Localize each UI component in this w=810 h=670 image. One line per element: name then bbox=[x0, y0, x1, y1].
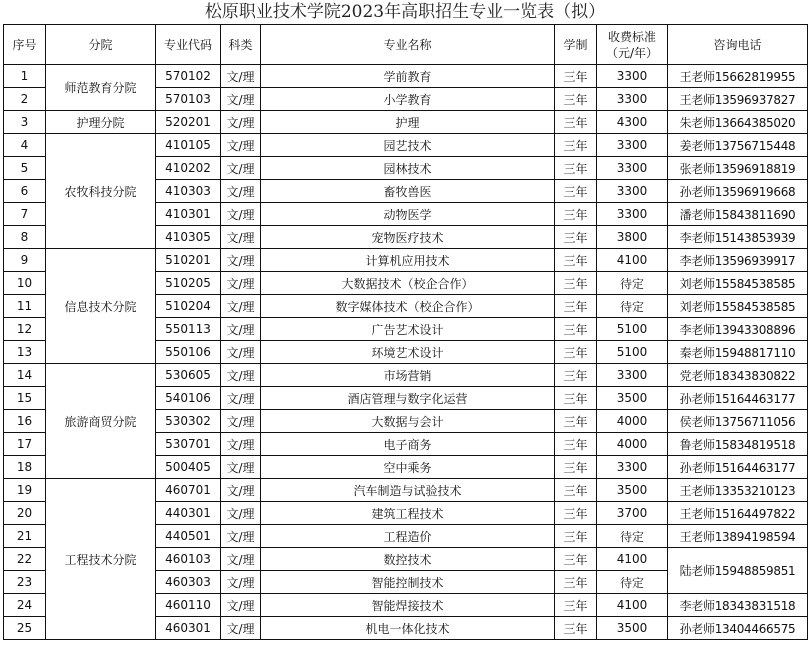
cell-subject: 文/理 bbox=[221, 318, 261, 341]
cell-fee: 5100 bbox=[597, 341, 668, 364]
cell-subject: 文/理 bbox=[221, 249, 261, 272]
cell-code: 520201 bbox=[156, 111, 221, 134]
cell-subject: 文/理 bbox=[221, 456, 261, 479]
cell-years: 三年 bbox=[555, 134, 597, 157]
cell-name: 汽车制造与试验技术 bbox=[261, 479, 555, 502]
cell-seq: 9 bbox=[4, 249, 46, 272]
cell-code: 410301 bbox=[156, 203, 221, 226]
cell-code: 410105 bbox=[156, 134, 221, 157]
cell-phone: 李老师15143853939 bbox=[668, 226, 808, 249]
header-years: 学制 bbox=[555, 25, 597, 65]
cell-fee: 3300 bbox=[597, 456, 668, 479]
cell-years: 三年 bbox=[555, 364, 597, 387]
cell-name: 环境艺术设计 bbox=[261, 341, 555, 364]
cell-fee: 3500 bbox=[597, 387, 668, 410]
cell-years: 三年 bbox=[555, 272, 597, 295]
cell-years: 三年 bbox=[555, 410, 597, 433]
cell-subject: 文/理 bbox=[221, 571, 261, 594]
cell-years: 三年 bbox=[555, 157, 597, 180]
cell-subject: 文/理 bbox=[221, 341, 261, 364]
cell-years: 三年 bbox=[555, 88, 597, 111]
cell-fee: 3800 bbox=[597, 226, 668, 249]
cell-seq: 22 bbox=[4, 548, 46, 571]
cell-code: 460301 bbox=[156, 617, 221, 640]
cell-code: 530605 bbox=[156, 364, 221, 387]
cell-phone: 党老师18343830822 bbox=[668, 364, 808, 387]
cell-phone: 王老师13596937827 bbox=[668, 88, 808, 111]
cell-fee: 3700 bbox=[597, 502, 668, 525]
cell-subject: 文/理 bbox=[221, 548, 261, 571]
cell-dept: 护理分院 bbox=[46, 111, 156, 134]
cell-subject: 文/理 bbox=[221, 364, 261, 387]
cell-seq: 11 bbox=[4, 295, 46, 318]
cell-phone: 李老师18343831518 bbox=[668, 594, 808, 617]
cell-phone: 李老师13943308896 bbox=[668, 318, 808, 341]
cell-subject: 文/理 bbox=[221, 180, 261, 203]
cell-seq: 4 bbox=[4, 134, 46, 157]
table-row bbox=[4, 249, 808, 272]
cell-phone: 鲁老师15834819518 bbox=[668, 433, 808, 456]
cell-subject: 文/理 bbox=[221, 203, 261, 226]
cell-years: 三年 bbox=[555, 387, 597, 410]
cell-name: 宠物医疗技术 bbox=[261, 226, 555, 249]
cell-fee: 3300 bbox=[597, 180, 668, 203]
cell-code: 410305 bbox=[156, 226, 221, 249]
cell-fee: 待定 bbox=[597, 295, 668, 318]
cell-phone: 王老师13894198594 bbox=[668, 525, 808, 548]
table-row bbox=[4, 134, 808, 157]
cell-seq: 1 bbox=[4, 65, 46, 88]
cell-phone: 王老师13353210123 bbox=[668, 479, 808, 502]
cell-phone: 朱老师13664385020 bbox=[668, 111, 808, 134]
cell-subject: 文/理 bbox=[221, 617, 261, 640]
cell-code: 510201 bbox=[156, 249, 221, 272]
header-name: 专业名称 bbox=[261, 25, 555, 65]
cell-name: 空中乘务 bbox=[261, 456, 555, 479]
cell-seq: 16 bbox=[4, 410, 46, 433]
cell-subject: 文/理 bbox=[221, 410, 261, 433]
cell-years: 三年 bbox=[555, 341, 597, 364]
cell-seq: 15 bbox=[4, 387, 46, 410]
cell-years: 三年 bbox=[555, 502, 597, 525]
table-row bbox=[4, 111, 808, 134]
cell-phone: 张老师13596918819 bbox=[668, 157, 808, 180]
admissions-table bbox=[3, 24, 808, 640]
cell-years: 三年 bbox=[555, 433, 597, 456]
header-phone: 咨询电话 bbox=[668, 25, 808, 65]
cell-fee: 待定 bbox=[597, 525, 668, 548]
cell-phone: 王老师15662819955 bbox=[668, 65, 808, 88]
cell-years: 三年 bbox=[555, 479, 597, 502]
cell-phone: 刘老师15584538585 bbox=[668, 295, 808, 318]
header-dept: 分院 bbox=[46, 25, 156, 65]
table-row bbox=[4, 364, 808, 387]
cell-code: 440501 bbox=[156, 525, 221, 548]
cell-name: 智能焊接技术 bbox=[261, 594, 555, 617]
cell-years: 三年 bbox=[555, 180, 597, 203]
cell-subject: 文/理 bbox=[221, 65, 261, 88]
cell-seq: 8 bbox=[4, 226, 46, 249]
cell-fee: 3500 bbox=[597, 479, 668, 502]
cell-fee: 3300 bbox=[597, 203, 668, 226]
cell-code: 410303 bbox=[156, 180, 221, 203]
cell-code: 460110 bbox=[156, 594, 221, 617]
cell-name: 园艺技术 bbox=[261, 134, 555, 157]
table-row bbox=[4, 479, 808, 502]
cell-name: 建筑工程技术 bbox=[261, 502, 555, 525]
cell-seq: 13 bbox=[4, 341, 46, 364]
cell-subject: 文/理 bbox=[221, 502, 261, 525]
cell-subject: 文/理 bbox=[221, 295, 261, 318]
cell-dept: 信息技术分院 bbox=[46, 249, 156, 364]
cell-fee: 3300 bbox=[597, 134, 668, 157]
cell-subject: 文/理 bbox=[221, 88, 261, 111]
cell-code: 550113 bbox=[156, 318, 221, 341]
cell-code: 460103 bbox=[156, 548, 221, 571]
header-seq: 序号 bbox=[4, 25, 46, 65]
cell-seq: 10 bbox=[4, 272, 46, 295]
cell-name: 数字媒体技术（校企合作） bbox=[261, 295, 555, 318]
header-fee-line2: （元/年） bbox=[605, 45, 659, 60]
cell-name: 学前教育 bbox=[261, 65, 555, 88]
cell-code: 570102 bbox=[156, 65, 221, 88]
cell-seq: 20 bbox=[4, 502, 46, 525]
cell-code: 460303 bbox=[156, 571, 221, 594]
cell-code: 510205 bbox=[156, 272, 221, 295]
cell-seq: 3 bbox=[4, 111, 46, 134]
cell-years: 三年 bbox=[555, 571, 597, 594]
cell-code: 550106 bbox=[156, 341, 221, 364]
cell-phone: 孙老师13596919668 bbox=[668, 180, 808, 203]
cell-seq: 17 bbox=[4, 433, 46, 456]
cell-fee: 3300 bbox=[597, 88, 668, 111]
cell-seq: 19 bbox=[4, 479, 46, 502]
cell-years: 三年 bbox=[555, 65, 597, 88]
cell-phone: 潘老师15843811690 bbox=[668, 203, 808, 226]
cell-code: 570103 bbox=[156, 88, 221, 111]
cell-dept: 农牧科技分院 bbox=[46, 134, 156, 249]
cell-fee: 待定 bbox=[597, 272, 668, 295]
cell-phone: 侯老师13756711056 bbox=[668, 410, 808, 433]
cell-years: 三年 bbox=[555, 456, 597, 479]
cell-name: 市场营销 bbox=[261, 364, 555, 387]
cell-phone: 李老师13596939917 bbox=[668, 249, 808, 272]
cell-phone: 姜老师13756715448 bbox=[668, 134, 808, 157]
cell-fee: 待定 bbox=[597, 571, 668, 594]
cell-name: 护理 bbox=[261, 111, 555, 134]
cell-fee: 3300 bbox=[597, 65, 668, 88]
cell-years: 三年 bbox=[555, 318, 597, 341]
header-fee bbox=[597, 25, 668, 65]
cell-name: 大数据技术（校企合作） bbox=[261, 272, 555, 295]
cell-years: 三年 bbox=[555, 548, 597, 571]
header-subject: 科类 bbox=[221, 25, 261, 65]
cell-subject: 文/理 bbox=[221, 157, 261, 180]
cell-name: 酒店管理与数字化运营 bbox=[261, 387, 555, 410]
cell-seq: 24 bbox=[4, 594, 46, 617]
cell-name: 机电一体化技术 bbox=[261, 617, 555, 640]
cell-fee: 4000 bbox=[597, 433, 668, 456]
cell-fee: 4000 bbox=[597, 410, 668, 433]
cell-seq: 6 bbox=[4, 180, 46, 203]
cell-name: 园林技术 bbox=[261, 157, 555, 180]
cell-code: 460701 bbox=[156, 479, 221, 502]
table-row bbox=[4, 65, 808, 88]
cell-name: 电子商务 bbox=[261, 433, 555, 456]
cell-seq: 23 bbox=[4, 571, 46, 594]
cell-subject: 文/理 bbox=[221, 433, 261, 456]
cell-dept: 旅游商贸分院 bbox=[46, 364, 156, 479]
cell-name: 计算机应用技术 bbox=[261, 249, 555, 272]
cell-years: 三年 bbox=[555, 203, 597, 226]
cell-seq: 21 bbox=[4, 525, 46, 548]
cell-seq: 12 bbox=[4, 318, 46, 341]
cell-code: 530701 bbox=[156, 433, 221, 456]
cell-years: 三年 bbox=[555, 226, 597, 249]
cell-name: 数控技术 bbox=[261, 548, 555, 571]
cell-years: 三年 bbox=[555, 111, 597, 134]
cell-dept: 工程技术分院 bbox=[46, 479, 156, 640]
cell-years: 三年 bbox=[555, 617, 597, 640]
cell-phone: 孙老师15164463177 bbox=[668, 456, 808, 479]
cell-fee: 4100 bbox=[597, 594, 668, 617]
cell-name: 小学教育 bbox=[261, 88, 555, 111]
cell-subject: 文/理 bbox=[221, 111, 261, 134]
cell-subject: 文/理 bbox=[221, 525, 261, 548]
cell-name: 大数据与会计 bbox=[261, 410, 555, 433]
cell-seq: 25 bbox=[4, 617, 46, 640]
cell-years: 三年 bbox=[555, 295, 597, 318]
cell-years: 三年 bbox=[555, 594, 597, 617]
cell-seq: 14 bbox=[4, 364, 46, 387]
cell-seq: 7 bbox=[4, 203, 46, 226]
cell-code: 440301 bbox=[156, 502, 221, 525]
cell-code: 500405 bbox=[156, 456, 221, 479]
cell-years: 三年 bbox=[555, 525, 597, 548]
cell-subject: 文/理 bbox=[221, 272, 261, 295]
cell-fee: 5100 bbox=[597, 318, 668, 341]
cell-name: 动物医学 bbox=[261, 203, 555, 226]
cell-code: 530302 bbox=[156, 410, 221, 433]
cell-phone: 王老师15164497822 bbox=[668, 502, 808, 525]
cell-phone: 刘老师15584538585 bbox=[668, 272, 808, 295]
cell-code: 540106 bbox=[156, 387, 221, 410]
cell-fee: 4100 bbox=[597, 548, 668, 571]
cell-phone: 陆老师15948859851 bbox=[668, 548, 808, 594]
cell-subject: 文/理 bbox=[221, 226, 261, 249]
cell-phone: 孙老师13404466575 bbox=[668, 617, 808, 640]
cell-fee: 4300 bbox=[597, 111, 668, 134]
cell-subject: 文/理 bbox=[221, 387, 261, 410]
header-fee-line1: 收费标准 bbox=[607, 29, 656, 44]
cell-seq: 18 bbox=[4, 456, 46, 479]
cell-subject: 文/理 bbox=[221, 479, 261, 502]
cell-fee: 3300 bbox=[597, 157, 668, 180]
cell-seq: 5 bbox=[4, 157, 46, 180]
header-row bbox=[4, 25, 808, 65]
cell-name: 畜牧兽医 bbox=[261, 180, 555, 203]
cell-name: 智能控制技术 bbox=[261, 571, 555, 594]
cell-fee: 3500 bbox=[597, 617, 668, 640]
cell-seq: 2 bbox=[4, 88, 46, 111]
cell-code: 510204 bbox=[156, 295, 221, 318]
header-code: 专业代码 bbox=[156, 25, 221, 65]
cell-subject: 文/理 bbox=[221, 594, 261, 617]
cell-fee: 4100 bbox=[597, 249, 668, 272]
cell-name: 工程造价 bbox=[261, 525, 555, 548]
cell-years: 三年 bbox=[555, 249, 597, 272]
cell-dept: 师范教育分院 bbox=[46, 65, 156, 111]
page-title: 松原职业技术学院2023年高职招生专业一览表（拟） bbox=[204, 2, 606, 22]
cell-code: 410202 bbox=[156, 157, 221, 180]
cell-name: 广告艺术设计 bbox=[261, 318, 555, 341]
cell-subject: 文/理 bbox=[221, 134, 261, 157]
cell-phone: 秦老师15948817110 bbox=[668, 341, 808, 364]
cell-phone: 孙老师15164463177 bbox=[668, 387, 808, 410]
cell-fee: 3300 bbox=[597, 364, 668, 387]
